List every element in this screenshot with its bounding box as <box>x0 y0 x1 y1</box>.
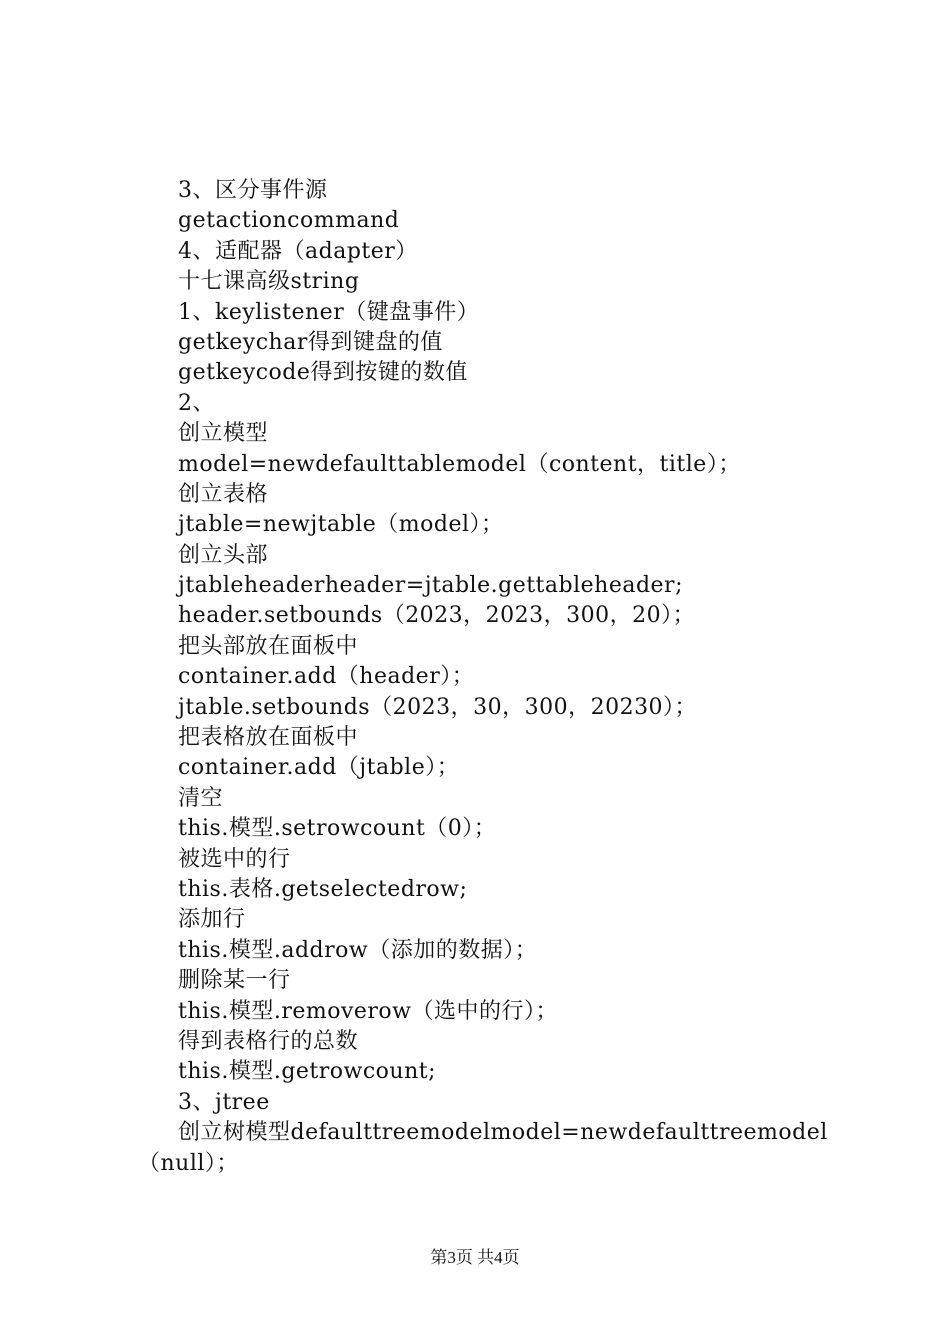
text-line-continuation: （null）； <box>138 1150 239 1176</box>
text-line: getkeycode得到按键的数值 <box>178 360 468 386</box>
text-line: 删除某一行 <box>178 968 291 994</box>
text-line: 清空 <box>178 785 224 811</box>
text-line: 创立表格 <box>178 481 269 507</box>
text-line: getkeychar得到键盘的值 <box>178 329 443 355</box>
text-line: 创立模型 <box>178 421 269 447</box>
text-line: 4、适配器（adapter） <box>178 238 418 264</box>
text-line: 1、keylistener（键盘事件） <box>178 299 480 325</box>
text-line: this.模型.removerow（选中的行）； <box>178 998 559 1024</box>
text-line: container.add（header）； <box>178 664 475 690</box>
text-line: container.add（jtable）； <box>178 755 460 781</box>
text-line: this.模型.getrowcount; <box>178 1059 437 1085</box>
text-line: 添加行 <box>178 907 246 933</box>
text-line: 得到表格行的总数 <box>178 1028 359 1054</box>
document-body <box>138 176 858 1179</box>
text-line: 把表格放在面板中 <box>178 725 359 751</box>
page-number-label: 第3页 共4页 <box>430 1248 520 1267</box>
text-line: 创立头部 <box>178 542 269 568</box>
text-line: getactioncommand <box>178 208 400 234</box>
text-line: 2、 <box>178 390 215 416</box>
text-line: this.表格.getselectedrow; <box>178 876 468 902</box>
text-line: jtable.setbounds（2023，30，300，20230）； <box>178 694 698 720</box>
text-line: 把头部放在面板中 <box>178 633 359 659</box>
text-line: 被选中的行 <box>178 846 291 872</box>
text-line: jtableheaderheader=jtable.gettableheader; <box>178 573 683 599</box>
text-line: model=newdefaulttablemodel（content，title）； <box>178 451 741 477</box>
text-line: 十七课高级string <box>178 269 360 295</box>
text-line: 创立树模型defaulttreemodelmodel=newdefaulttreemodel <box>178 1120 828 1146</box>
text-line: 3、区分事件源 <box>178 178 328 203</box>
text-line: jtable=newjtable（model）； <box>178 512 504 538</box>
text-line: this.模型.setrowcount（0）； <box>178 816 497 842</box>
text-line: header.setbounds（2023，2023，300，20）； <box>178 603 696 629</box>
text-line: 3、jtree <box>178 1089 270 1115</box>
text-line: this.模型.addrow（添加的数据）； <box>178 937 538 963</box>
page-footer <box>0 1243 950 1268</box>
